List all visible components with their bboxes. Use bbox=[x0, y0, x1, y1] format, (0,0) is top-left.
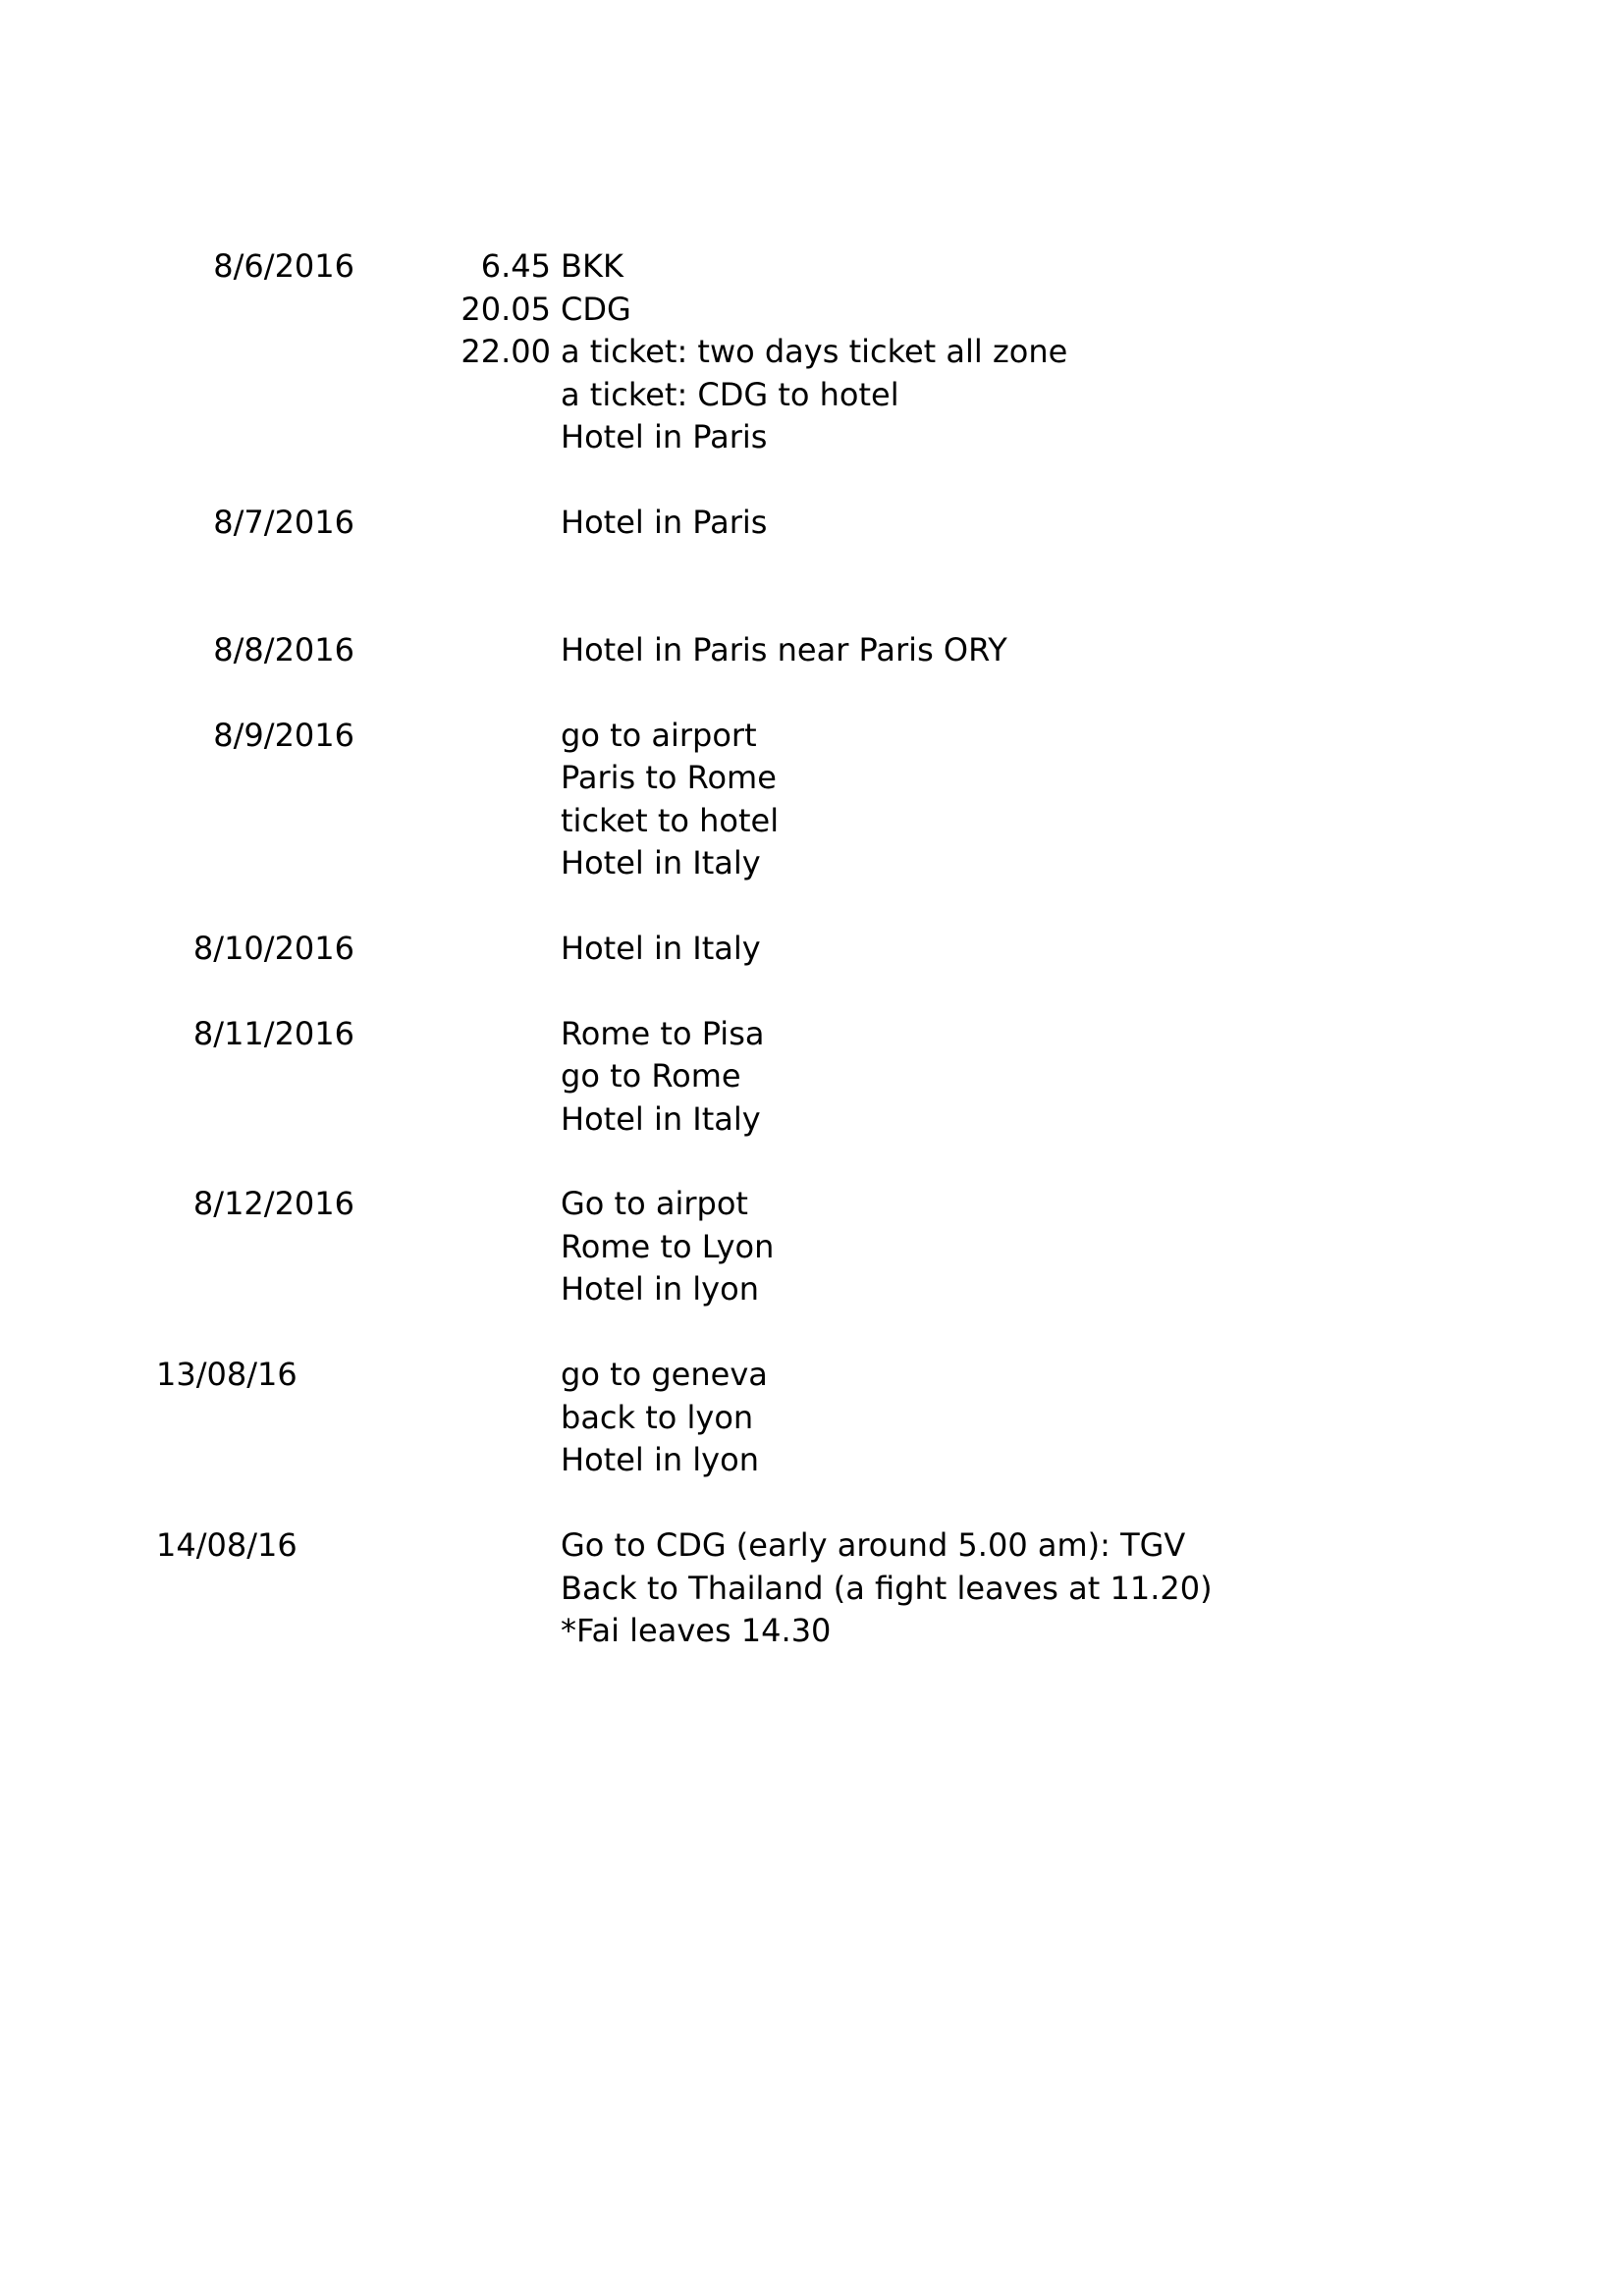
itinerary-row bbox=[0, 1225, 1624, 1268]
itinerary-row bbox=[0, 1396, 1624, 1439]
description-cell: a ticket: CDG to hotel bbox=[561, 376, 899, 413]
date-cell: 8/11/2016 bbox=[192, 1015, 354, 1052]
itinerary-row bbox=[0, 799, 1624, 842]
date-cell: 8/8/2016 bbox=[213, 631, 354, 668]
description-cell: Rome to Pisa bbox=[561, 1015, 765, 1052]
itinerary-row bbox=[0, 1182, 1624, 1225]
itinerary-row bbox=[0, 330, 1624, 373]
itinerary-row bbox=[0, 756, 1624, 799]
itinerary-row bbox=[0, 628, 1624, 671]
itinerary-row bbox=[0, 288, 1624, 331]
itinerary-row bbox=[0, 927, 1624, 970]
itinerary-row bbox=[0, 1097, 1624, 1141]
itinerary-row bbox=[0, 244, 1624, 288]
description-cell: BKK bbox=[561, 247, 623, 285]
itinerary-row bbox=[0, 1012, 1624, 1055]
description-cell: Hotel in Italy bbox=[561, 844, 761, 881]
description-cell: Back to Thailand (a fight leaves at 11.20) bbox=[561, 1570, 1213, 1607]
description-cell: Hotel in Italy bbox=[561, 930, 761, 967]
description-cell: Hotel in lyon bbox=[561, 1441, 759, 1478]
date-cell: 8/6/2016 bbox=[213, 247, 354, 285]
description-cell: *Fai leaves 14.30 bbox=[561, 1612, 832, 1649]
date-cell: 8/7/2016 bbox=[213, 504, 354, 541]
description-cell: a ticket: two days ticket all zone bbox=[561, 333, 1068, 370]
itinerary-row bbox=[0, 1353, 1624, 1396]
description-cell: Go to CDG (early around 5.00 am): TGV bbox=[561, 1526, 1186, 1564]
itinerary-row bbox=[0, 1267, 1624, 1310]
description-cell: Hotel in Paris bbox=[561, 418, 768, 455]
description-cell: Hotel in Paris bbox=[561, 504, 768, 541]
time-cell: 22.00 bbox=[460, 333, 551, 370]
itinerary-row bbox=[0, 1523, 1624, 1567]
description-cell: ticket to hotel bbox=[561, 802, 780, 839]
description-cell: go to Rome bbox=[561, 1057, 741, 1095]
description-cell: Hotel in lyon bbox=[561, 1270, 759, 1308]
itinerary-row bbox=[0, 415, 1624, 458]
itinerary-row bbox=[0, 501, 1624, 544]
date-cell: 13/08/16 bbox=[156, 1356, 298, 1393]
date-cell: 14/08/16 bbox=[156, 1526, 298, 1564]
description-cell: Hotel in Italy bbox=[561, 1100, 761, 1138]
itinerary-row bbox=[0, 373, 1624, 416]
itinerary-row bbox=[0, 1054, 1624, 1097]
itinerary-row bbox=[0, 714, 1624, 757]
description-cell: Rome to Lyon bbox=[561, 1228, 775, 1265]
date-cell: 8/9/2016 bbox=[213, 717, 354, 754]
date-cell: 8/10/2016 bbox=[192, 930, 354, 967]
itinerary-row bbox=[0, 1609, 1624, 1652]
itinerary-row bbox=[0, 841, 1624, 884]
description-cell: CDG bbox=[561, 291, 631, 328]
description-cell: go to airport bbox=[561, 717, 757, 754]
time-cell: 6.45 bbox=[480, 247, 551, 285]
description-cell: Go to airpot bbox=[561, 1185, 748, 1222]
itinerary-row bbox=[0, 1438, 1624, 1481]
time-cell: 20.05 bbox=[460, 291, 551, 328]
itinerary-row bbox=[0, 1567, 1624, 1610]
description-cell: Paris to Rome bbox=[561, 759, 777, 796]
description-cell: go to geneva bbox=[561, 1356, 768, 1393]
description-cell: Hotel in Paris near Paris ORY bbox=[561, 631, 1007, 668]
date-cell: 8/12/2016 bbox=[192, 1185, 354, 1222]
description-cell: back to lyon bbox=[561, 1399, 754, 1436]
